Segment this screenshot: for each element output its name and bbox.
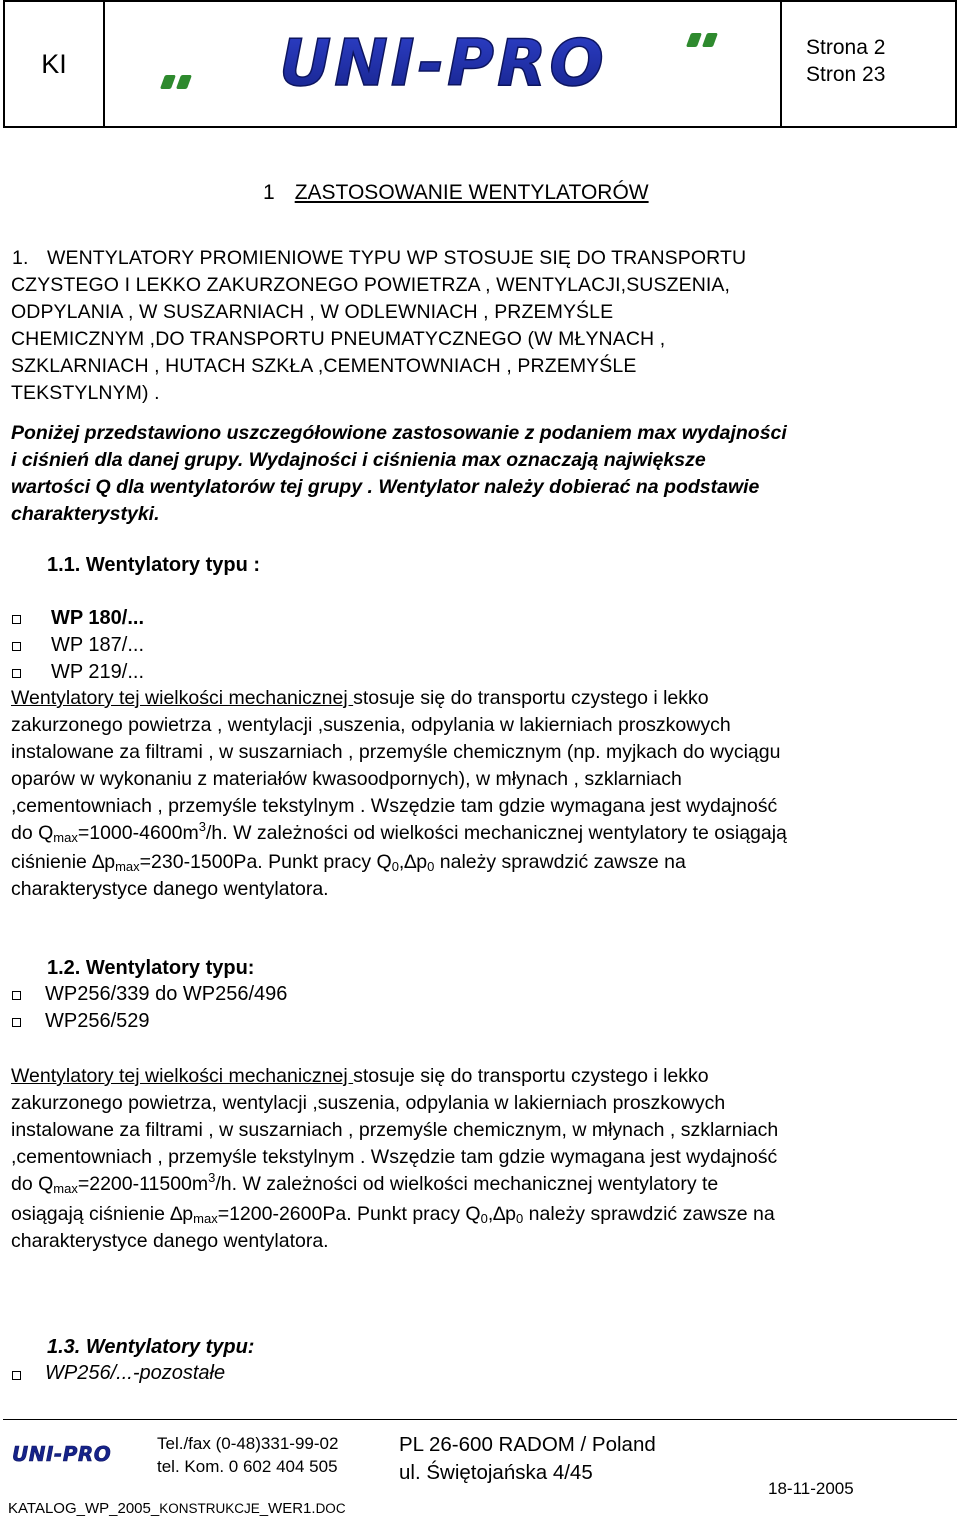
intro-line-5: SZKLARNIACH , HUTACH SZKŁA ,CEMENTOWNIACH , PRZEMYŚLE xyxy=(11,355,637,377)
group-1-line-2: zakurzonego powietrza , wentylacji ,suszenia, odpylania w lakierniach proszkowych xyxy=(11,714,731,736)
intro-line-6: TEKSTYLNYM) . xyxy=(11,382,160,404)
header-page-cell xyxy=(782,2,955,126)
group-1-line-4: oparów w wykonaniu z materiałów kwasoodpornych), w młynach , szklarniach xyxy=(11,768,682,790)
header-ki-cell xyxy=(5,2,105,126)
group-2-line-4: ,cementowniach , przemyśle tekstylnym . Wszędzie tam gdzie wymagana jest wydajność xyxy=(11,1146,778,1168)
uni-pro-logo xyxy=(143,19,743,109)
checkbox-bullet-icon xyxy=(12,642,21,651)
intro-number: 1. xyxy=(12,247,29,269)
footer-filename: KATALOG_WP_2005_KONSTRUKCJE_WER1.DOC xyxy=(8,1500,346,1517)
group-1-line-3: instalowane za filtrami , w suszarniach , przemyśle chemicznym (np. myjkach do wyciągu xyxy=(11,741,781,763)
page-total: Stron 23 xyxy=(806,63,886,86)
group-1-item-3: WP 219/... xyxy=(51,661,145,683)
intro-italic-2: i ciśnień dla danej grupy. Wydajności i ciśnienia max oznaczają największe xyxy=(11,449,706,471)
group-2-pressure-line: osiągają ciśnienie $\Delta p_{max}=1200-2600Pa$. Punkt pracy $Q_0,\Delta p_0$ należy sprawdzić zawsze na xyxy=(11,1203,775,1226)
checkbox-bullet-icon xyxy=(12,1018,21,1027)
group-1-line-5: ,cementowniach , przemyśle tekstylnym . Wszędzie tam gdzie wymagana jest wydajność xyxy=(11,795,778,817)
footer-mobile: tel. Kom. 0 602 404 505 xyxy=(157,1457,338,1476)
header-box xyxy=(3,0,957,128)
svg-text:UNI-PRO: UNI-PRO xyxy=(278,27,607,101)
group-1-heading: 1.1. Wentylatory typu : xyxy=(47,554,261,576)
footer-street: ul. Świętojańska 4/45 xyxy=(399,1461,593,1484)
group-2-item-1: WP256/339 do WP256/496 xyxy=(45,983,288,1005)
group-2-line-3: instalowane za filtrami , w suszarniach , przemyśle chemicznym, w młynach , szklarniach xyxy=(11,1119,779,1141)
group-1-item-1: WP 180/... xyxy=(51,607,145,629)
checkbox-bullet-icon xyxy=(12,1371,21,1380)
group-1-last-line: charakterystyce danego wentylatora. xyxy=(11,878,329,900)
footer-date: 18-11-2005 xyxy=(768,1479,854,1498)
section-title-text: ZASTOSOWANIE WENTYLATORÓW xyxy=(294,181,649,204)
checkbox-bullet-icon xyxy=(12,615,21,624)
footer-city: PL 26-600 RADOM / Poland xyxy=(399,1433,656,1456)
group-2-item-2: WP256/529 xyxy=(45,1010,150,1032)
intro-italic-1: Poniżej przedstawiono uszczegółowione zastosowanie z podaniem max wydajności xyxy=(11,422,787,444)
footer-uni-pro-logo xyxy=(10,1441,135,1467)
intro-line-4: CHEMICZNYM ,DO TRANSPORTU PNEUMATYCZNEGO (W MŁYNACH , xyxy=(11,328,666,350)
intro-line-2: CZYSTEGO I LEKKO ZAKURZONEGO POWIETRZA , WENTYLACJI,SUSZENIA, xyxy=(11,274,731,296)
intro-line-1: WENTYLATORY PROMIENIOWE TYPU WP STOSUJE SIĘ DO TRANSPORTU xyxy=(47,247,747,269)
intro-italic-3: wartości Q dla wentylatorów tej grupy . Wentylator należy dobierać na podstawie xyxy=(11,476,760,498)
group-2-flow-line: do $Q_{max}=2200-11500m^3/h$. W zależności od wielkości mechanicznej wentylatory te xyxy=(11,1170,719,1196)
logo-close-quote xyxy=(685,33,717,47)
section-title xyxy=(263,181,649,205)
page-number: Strona 2 xyxy=(806,36,886,59)
svg-text:UNI-PRO: UNI-PRO xyxy=(12,1442,112,1466)
intro-italic-4: charakterystyki. xyxy=(11,503,160,525)
section-number: 1 xyxy=(263,181,275,204)
group-1-line-1: Wentylatory tej wielkości mechanicznej stosuje się do transportu czystego i lekko xyxy=(11,687,709,709)
intro-line-3: ODPYLANIA , W SUSZARNIACH , W ODLEWNIACH , PRZEMYŚLE xyxy=(11,301,614,323)
checkbox-bullet-icon xyxy=(12,669,21,678)
footer-rule xyxy=(3,1419,957,1420)
group-1-flow-line: do $Q_{max}=1000-4600m^3/h$. W zależności od wielkości mechanicznej wentylatory te osiągają xyxy=(11,819,787,845)
footer-tel: Tel./fax (0-48)331-99-02 xyxy=(157,1434,339,1453)
group-3-item-1: WP256/...-pozostałe xyxy=(45,1362,226,1384)
logo-open-quote xyxy=(159,75,191,89)
group-2-line-1: Wentylatory tej wielkości mechanicznej stosuje się do transportu czystego i lekko xyxy=(11,1065,709,1087)
checkbox-bullet-icon xyxy=(12,991,21,1000)
group-2-last-line: charakterystyce danego wentylatora. xyxy=(11,1230,329,1252)
group-2-heading: 1.2. Wentylatory typu: xyxy=(47,957,255,979)
group-1-pressure-line: ciśnienie $\Delta p_{max}=230-1500Pa$. Punkt pracy $Q_0,\Delta p_0$ należy sprawdzić zawsze na xyxy=(11,851,686,874)
group-1-item-2: WP 187/... xyxy=(51,634,145,656)
header-logo-cell xyxy=(105,2,782,126)
header-ki-label: KI xyxy=(41,48,67,79)
group-2-line-2: zakurzonego powietrza, wentylacji ,suszenia, odpylania w lakierniach proszkowych xyxy=(11,1092,726,1114)
group-3-heading: 1.3. Wentylatory typu: xyxy=(47,1336,255,1358)
